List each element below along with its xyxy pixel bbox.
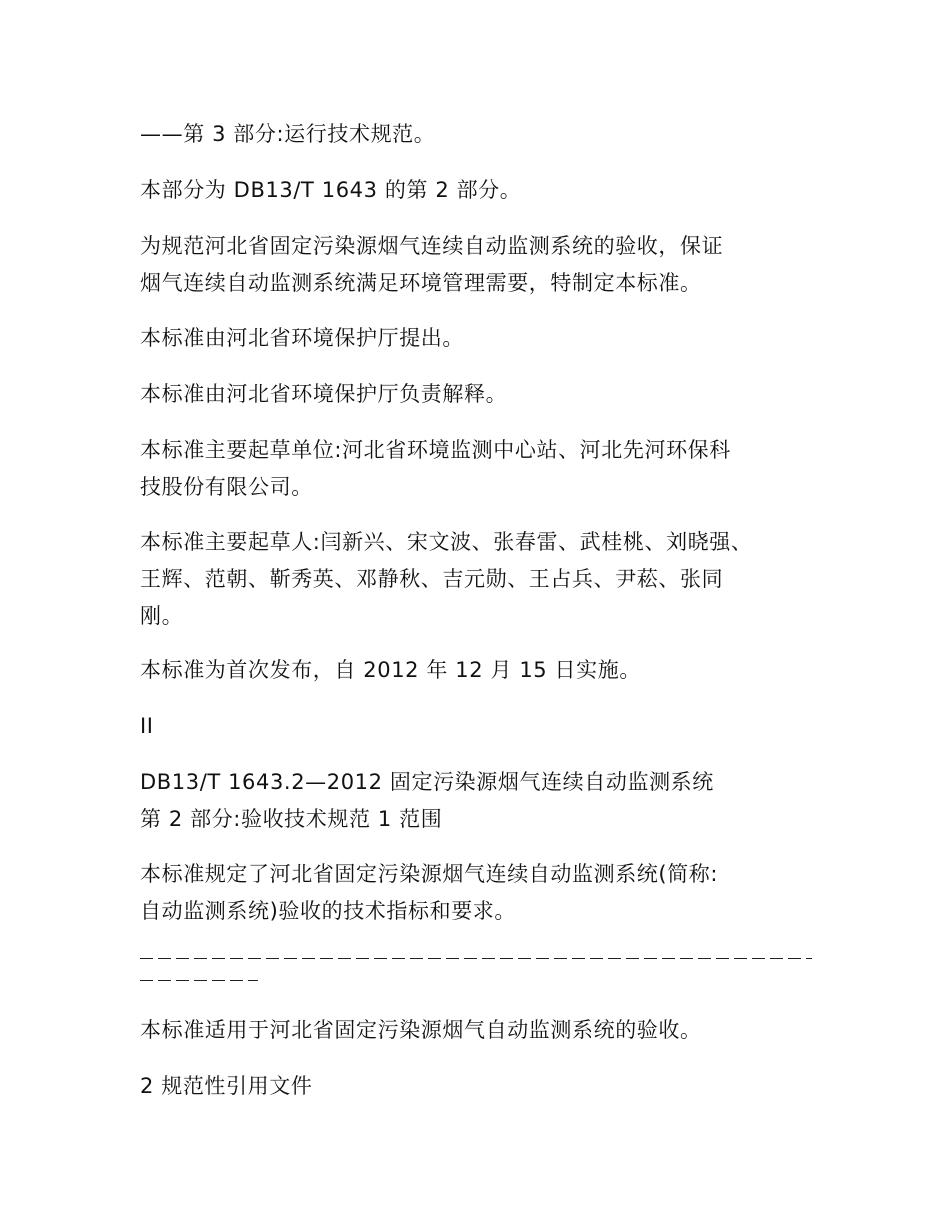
- paragraph-drafting-units: 本标准主要起草单位:河北省环境监测中心站、河北先河环保科 技股份有限公司。: [140, 438, 731, 499]
- paragraph-part-statement: 本部分为 DB13/T 1643 的第 2 部分。: [140, 178, 522, 202]
- paragraph-proposer: 本标准由河北省环境保护厅提出。: [140, 326, 464, 350]
- dashed-separator-line-1: [140, 958, 812, 959]
- paragraph-publication: 本标准为首次发布，自 2012 年 12 月 15 日实施。: [140, 658, 641, 682]
- paragraph-part3-note: ——第 3 部分:运行技术规范。: [140, 122, 436, 146]
- paragraph-scope-definition: 本标准规定了河北省固定污染源烟气连续自动监测系统(简称: 自动监测系统)验收的技术指标和要求。: [140, 862, 719, 923]
- section-heading-references: 2 规范性引用文件: [140, 1074, 313, 1098]
- paragraph-drafters: 本标准主要起草人:闫新兴、宋文波、张春雷、武桂桃、刘晓强、 王辉、范朝、靳秀英、邓静秋、吉元勋、王占兵、尹菘、张同 刚。: [140, 530, 753, 628]
- paragraph-interpreter: 本标准由河北省环境保护厅负责解释。: [140, 382, 508, 406]
- paragraph-applicability: 本标准适用于河北省固定污染源烟气自动监测系统的验收。: [140, 1018, 702, 1042]
- section-heading-scope: DB13/T 1643.2—2012 固定污染源烟气连续自动监测系统 第 2 部分:验收技术规范 1 范围: [140, 770, 714, 831]
- paragraph-purpose: 为规范河北省固定污染源烟气连续自动监测系统的验收，保证 烟气连续自动监测系统满足环境管理需要，特制定本标准。: [140, 234, 724, 295]
- dashed-separator-line-2: [140, 980, 258, 981]
- page-number-roman: II: [140, 714, 154, 738]
